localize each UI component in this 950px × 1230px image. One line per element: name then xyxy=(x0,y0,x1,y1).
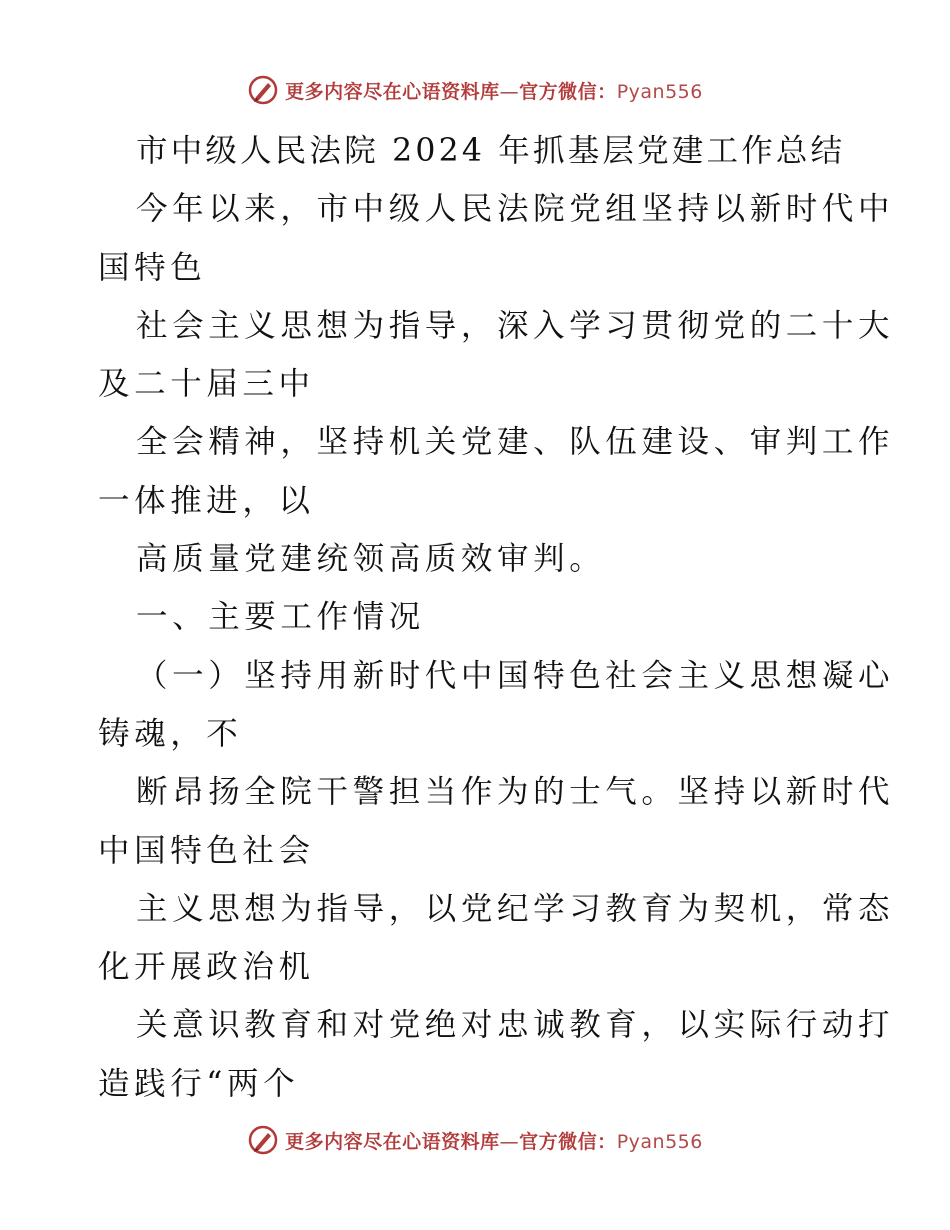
header-watermark xyxy=(0,70,950,110)
paragraph-line: 及二十届三中 xyxy=(98,366,315,403)
paragraph-line: 化开展政治机 xyxy=(98,949,315,986)
paragraph-line: 社会主义思想为指导，深入学习贯彻党的二十大 xyxy=(136,307,895,344)
paragraph-line: 主义思想为指导，以党纪学习教育为契机，常态 xyxy=(136,890,895,927)
paragraph-line: 高质量党建统领高质效审判。 xyxy=(136,541,606,578)
paragraph-line: 中国特色社会 xyxy=(98,832,315,869)
section-heading: 一、主要工作情况 xyxy=(136,599,425,636)
paragraph-line: 铸魂，不 xyxy=(98,715,243,752)
paragraph-line: 国特色 xyxy=(98,249,207,286)
paragraph-line: 全会精神，坚持机关党建、队伍建设、审判工作 xyxy=(136,424,895,461)
document-body xyxy=(98,122,895,1113)
paragraph-line: 一体推进，以 xyxy=(98,482,315,519)
paragraph-line: 今年以来，市中级人民法院党组坚持以新时代中 xyxy=(136,191,895,228)
watermark-text: 更多内容尽在心语资料库—官方微信：Pyan556 xyxy=(285,1130,703,1153)
paragraph-line: 关意识教育和对党绝对忠诚教育，以实际行动打 xyxy=(136,1007,895,1044)
paragraph-line: 断昂扬全院干警担当作为的士气。坚持以新时代 xyxy=(136,774,895,811)
pen-logo-icon xyxy=(247,1124,279,1156)
subsection-heading: （一）坚持用新时代中国特色社会主义思想凝心 xyxy=(136,657,895,694)
watermark-text: 更多内容尽在心语资料库—官方微信：Pyan556 xyxy=(285,80,703,103)
pen-logo-icon xyxy=(247,74,279,106)
paragraph-line: 造践行“两个 xyxy=(98,1065,300,1102)
document-title: 市中级人民法院 2024 年抓基层党建工作总结 xyxy=(136,133,846,169)
footer-watermark xyxy=(0,1120,950,1160)
